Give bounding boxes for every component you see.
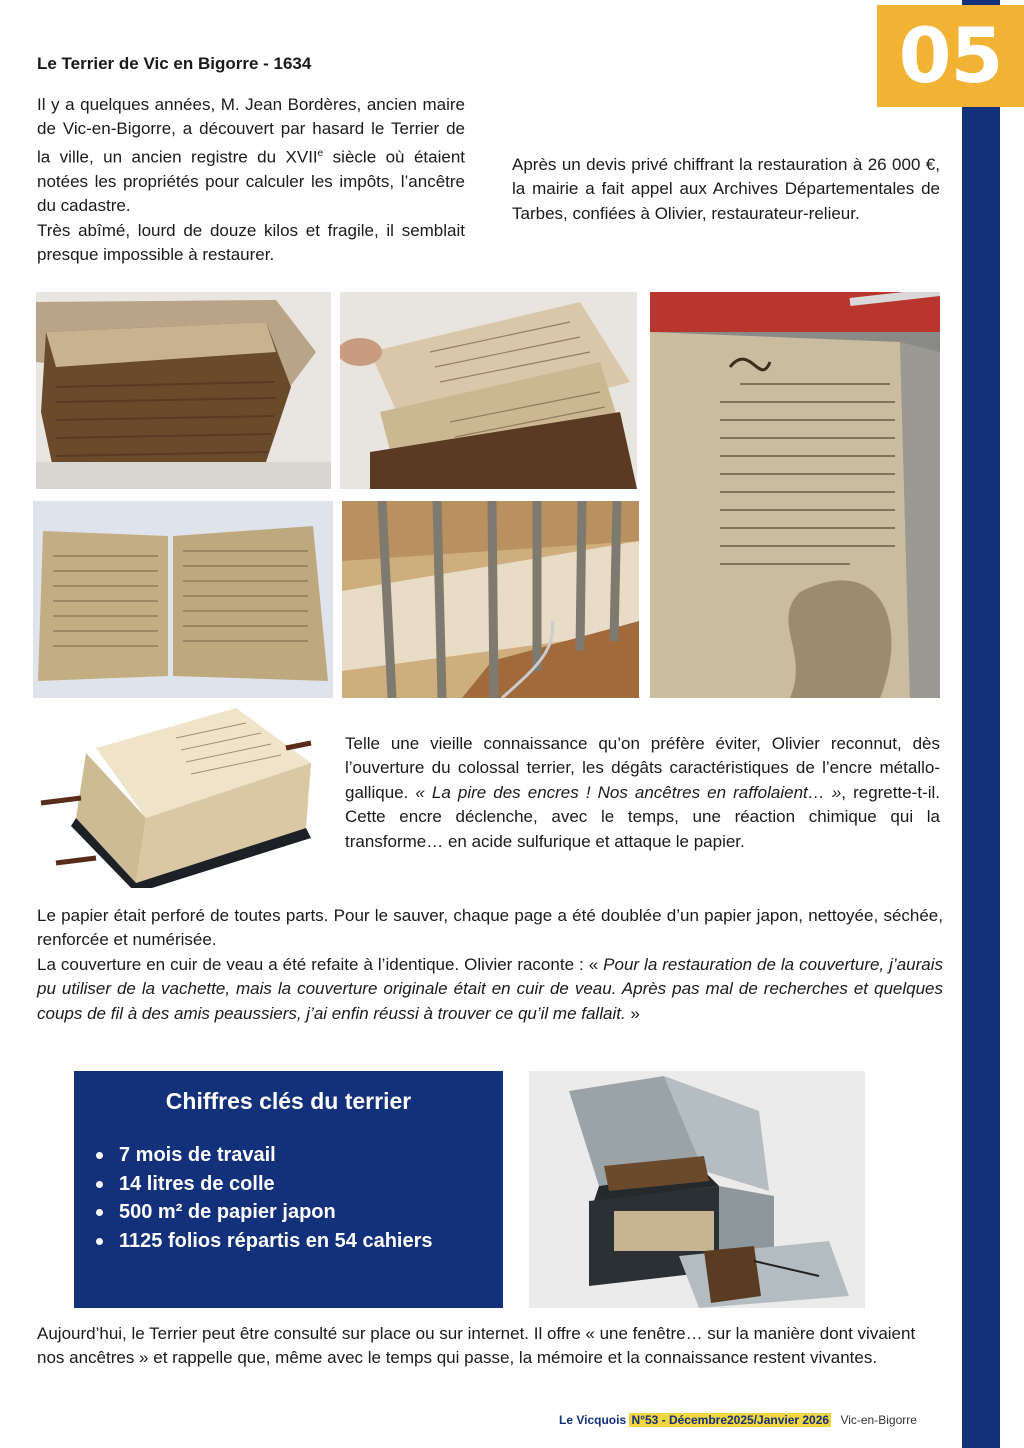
key-figures-title: Chiffres clés du terrier bbox=[165, 1088, 412, 1114]
intro-paragraph: Il y a quelques années, M. Jean Bordères, ancien maire de Vic-en-Bigorre, a découvert par hasard le Terrier de la ville, un ancien registre du XVIIe siècle où étaient notées les propriétés pour calculer les impôts, l’ancêtre du cadastre. Très abîmé, lourd de douze kilos et fragile, il semblait presque impossible à restaurer. bbox=[37, 95, 465, 265]
restoration-paragraph: Le papier était perforé de toutes parts. Pour le sauver, chaque page a été doublée d’un papier japon, nettoyée, séchée, renforcée et numérisée. La couverture en cuir de veau a été refaite à l’identique. Olivier raconte : « Pour la restauration de la couverture, j’aurais pu utiliser de la vachette, mais la couverture originale était en cuir de veau. Après pas mal de recherches et quelques coups de fil à des amis peaussiers, j’ai enfin réussi à trouver ce qu’il me fallait. » bbox=[37, 906, 943, 1023]
ink-paragraph: Telle une vieille connaissance qu’on préfère éviter, Olivier reconnut, dès l’ouverture du colossal terrier, les dégâts caractéristiques de l’encre métallo-gallique. « La pire des encres ! Nos ancêtres en raffolaient… », regrette-t-il. Cette encre déclenche, avec le temps, une réaction chimique qui la transforme… en acide sulfurique et attaque le papier. bbox=[345, 734, 940, 851]
footer bbox=[559, 1413, 917, 1427]
photo-open-ledger bbox=[33, 501, 333, 698]
issue-label: N°53 - Décembre2025/Janvier 2026 bbox=[631, 1413, 830, 1427]
devis-paragraph: Après un devis privé chiffrant la restauration à 26 000 €, la mairie a fait appel aux Archives Départementales de Tarbes, confiées à Olivier, restaurateur-relieur. bbox=[512, 155, 940, 223]
photo-closed-book bbox=[36, 292, 331, 489]
article-title: Le Terrier de Vic en Bigorre - 1634 bbox=[37, 54, 312, 73]
key-figure-item: 14 litres de colle bbox=[96, 1170, 433, 1199]
conclusion-paragraph: Aujourd’hui, le Terrier peut être consulté sur place ou sur internet. Il offre « une fenêtre… sur la manière dont vivaient nos ancêtres » et rappelle que, même avec le temps qui passe, la mémoire et la connaissance restent vivantes. bbox=[37, 1324, 916, 1368]
key-figure-item: 1125 folios répartis en 54 cahiers bbox=[96, 1227, 433, 1256]
photo-sewing-cords bbox=[342, 501, 639, 698]
key-figure-item: 500 m² de papier japon bbox=[96, 1198, 433, 1227]
magazine-name: Le Vicquois bbox=[559, 1413, 627, 1427]
key-figure-item: 7 mois de travail bbox=[96, 1141, 433, 1170]
key-figures-list bbox=[96, 1141, 433, 1255]
page-number: 05 bbox=[877, 5, 1024, 107]
photo-manuscript-page bbox=[650, 292, 940, 698]
photo-turning-pages bbox=[340, 292, 637, 489]
photo-restored-book bbox=[36, 708, 336, 888]
side-bar bbox=[962, 0, 1000, 1448]
photo-conservation-box bbox=[529, 1071, 865, 1308]
town-name: Vic-en-Bigorre bbox=[840, 1413, 917, 1427]
